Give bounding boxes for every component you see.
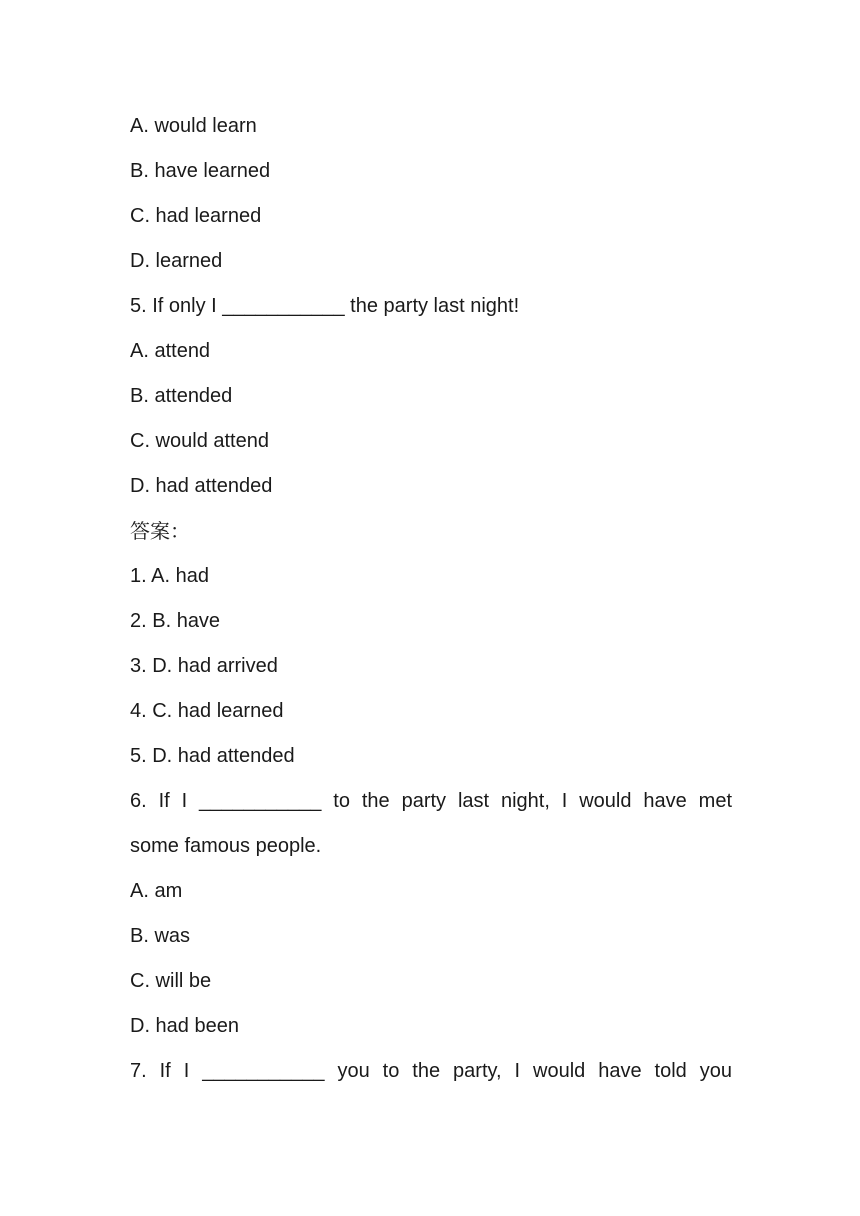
word: told	[654, 1060, 687, 1082]
q5-question: 5. If only I ___________ the party last night!	[130, 295, 520, 317]
answer-blank: ___________	[199, 790, 322, 812]
word: would	[579, 790, 632, 812]
q6-option-c: C. will be	[130, 970, 212, 992]
q6-question-line-1	[130, 779, 732, 824]
q5-option-c: C. would attend	[130, 430, 269, 452]
q4-option-b: B. have learned	[130, 160, 271, 182]
q5-option-b: B. attended	[130, 385, 233, 407]
word: last	[457, 790, 490, 812]
answer-5: 5. D. had attended	[130, 745, 295, 767]
q4-option-d: D. learned	[130, 250, 223, 272]
word: 6.	[130, 790, 147, 812]
answer-4: 4. C. had learned	[130, 700, 284, 722]
word: you	[699, 1060, 732, 1082]
word: I	[514, 1060, 521, 1082]
q5-option-d: D. had attended	[130, 475, 273, 497]
q6-option-b: B. was	[130, 925, 191, 947]
q6-option-a: A. am	[130, 880, 183, 902]
word: party,	[453, 1060, 502, 1082]
answer-2: 2. B. have	[130, 610, 221, 632]
word: If	[159, 1060, 171, 1082]
answers-heading: 答案：	[130, 519, 190, 543]
word: the	[412, 1060, 441, 1082]
word: would	[533, 1060, 586, 1082]
q5-option-a: A. attend	[130, 340, 211, 362]
word: 7.	[130, 1060, 147, 1082]
q7-question-line-1	[130, 1049, 732, 1094]
answer-3: 3. D. had arrived	[130, 655, 278, 677]
q6-option-d: D. had been	[130, 1015, 239, 1037]
word: I	[181, 790, 188, 812]
word: party	[401, 790, 447, 812]
word: night,	[500, 790, 550, 812]
word: the	[361, 790, 390, 812]
word: have	[643, 790, 687, 812]
word: have	[598, 1060, 642, 1082]
word: you	[337, 1060, 370, 1082]
word: If	[158, 790, 170, 812]
word: met	[698, 790, 732, 812]
word: I	[561, 790, 568, 812]
q4-option-c: C. had learned	[130, 205, 262, 227]
answer-blank: ___________	[202, 1060, 325, 1082]
word: to	[382, 1060, 400, 1082]
word: to	[333, 790, 350, 812]
q4-option-a: A. would learn	[130, 115, 257, 137]
document-page	[130, 104, 732, 1094]
word: I	[183, 1060, 190, 1082]
q6-question-line-2: some famous people.	[130, 835, 322, 857]
answer-1: 1. A. had	[130, 565, 209, 587]
